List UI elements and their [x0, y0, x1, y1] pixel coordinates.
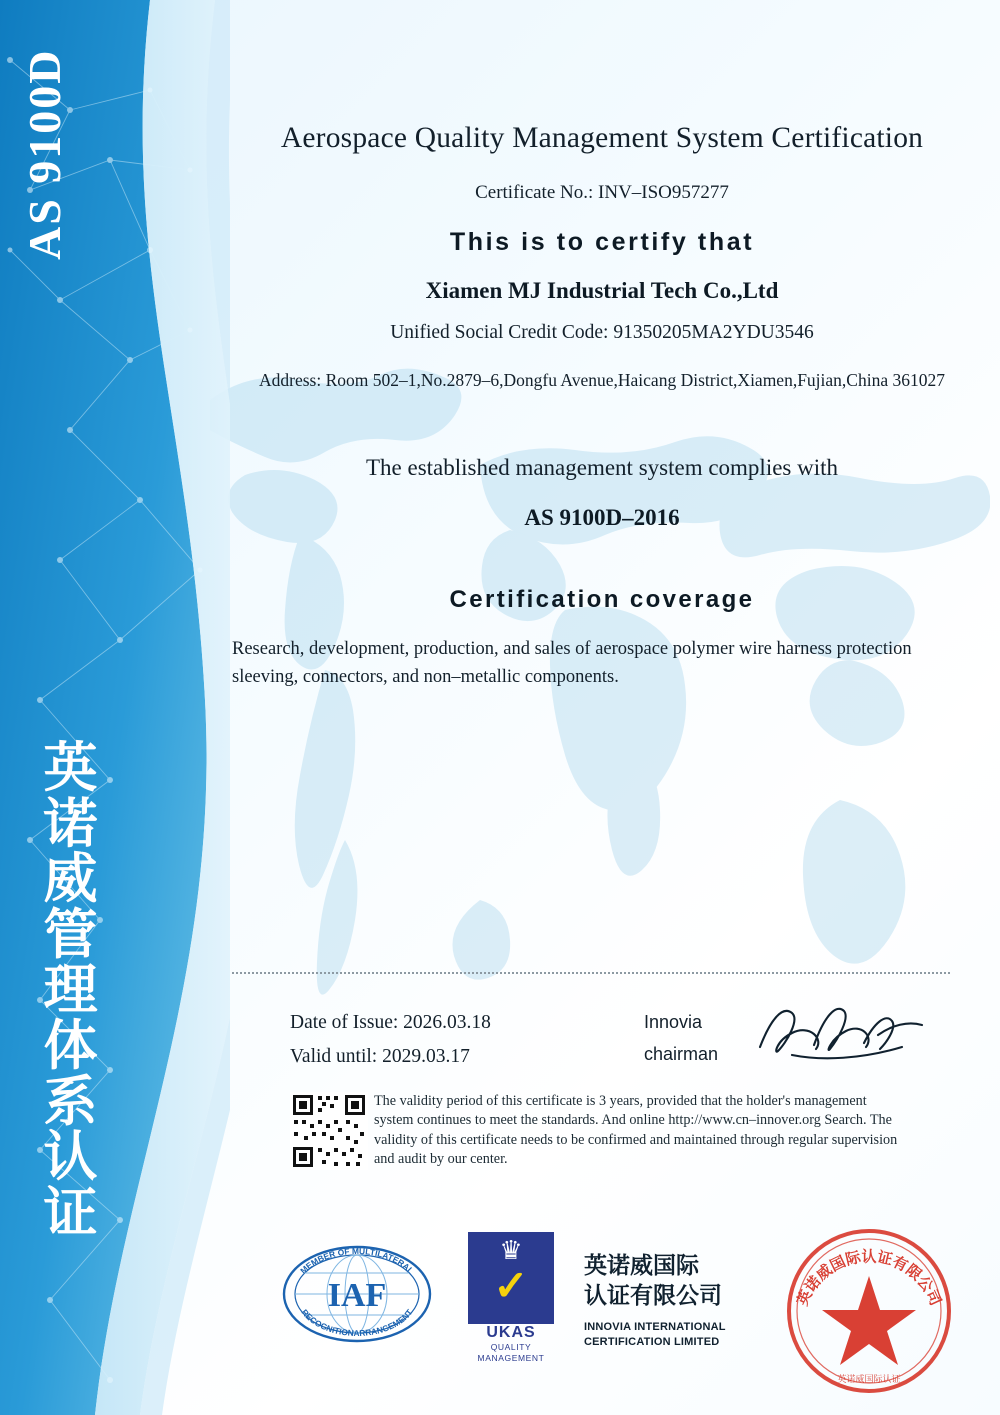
svg-text:英诺威国际认证: 英诺威国际认证 [837, 1375, 901, 1385]
svg-text:MEMBER OF MULTILATERAL: MEMBER OF MULTILATERAL [298, 1245, 416, 1276]
certificate-title: Aerospace Quality Management System Certification [280, 122, 924, 154]
qr-code-icon[interactable] [290, 1092, 368, 1170]
ukas-logo [468, 1232, 554, 1364]
coverage-heading: Certification coverage [449, 586, 755, 613]
valid-until: Valid until: 2029.03.17 [290, 1046, 470, 1067]
coverage-scope-text: Research, development, production, and sales of aerospace polymer wire harness protection sleeving, connectors, and non–metallic components. [232, 639, 912, 687]
company-address: Address: Room 502–1,No.2879–6,Dongfu Avenue,Haicang District,Xiamen,Fujian,China 361027 [259, 370, 945, 390]
complies-statement: The established management system complies with [365, 455, 839, 480]
signature-icon [752, 995, 932, 1067]
certificate-content [232, 0, 1000, 1415]
company-name: Xiamen MJ Industrial Tech Co.,Ltd [425, 278, 779, 303]
ukas-name-label: UKAS [486, 1324, 536, 1341]
logo-row [232, 1228, 1000, 1398]
iaf-logo-icon [282, 1240, 432, 1348]
issuing-org-role: chairman [644, 1044, 719, 1064]
official-seal-icon [782, 1224, 957, 1399]
validity-note: The validity period of this certificate is 3 years, provided that the holder's management system continues to meet the standards. And online http://www.cn–innover.org Search. The validity of this certificate needs to be confirmed and maintained through regular supervision and audit by our center. [374, 1093, 898, 1168]
svg-text:英诺威国际认证有限公司: 英诺威国际认证有限公司 [793, 1247, 945, 1309]
sidebar-chinese-title: 英诺威管理体系认证 [43, 736, 99, 1244]
divider-dotted [232, 972, 950, 974]
ukas-badge [468, 1232, 554, 1324]
sidebar-standard-code [18, 170, 71, 260]
date-of-issue: Date of Issue: 2026.03.18 [290, 1012, 491, 1033]
ukas-sub-label: QUALITY MANAGEMENT [477, 1342, 545, 1364]
unified-social-credit-code: Unified Social Credit Code: 91350205MA2YDU3546 [390, 322, 814, 343]
crown-icon: ♛ [499, 1236, 523, 1265]
standard-name: AS 9100D–2016 [524, 505, 680, 530]
svg-text:RECOGNITIONARRANGEMENT: RECOGNITIONARRANGEMENT [299, 1307, 415, 1339]
certificate-number: Certificate No.: INV–ISO957277 [475, 182, 729, 203]
innovia-english-name: INNOVIA INTERNATIONAL CERTIFICATION LIMITED [584, 1321, 726, 1348]
certify-statement: This is to certify that [449, 228, 755, 256]
innovia-chinese-name: 英诺威国际 认证有限公司 [584, 1253, 722, 1309]
svg-text:IAF: IAF [327, 1277, 387, 1314]
check-icon: ✓ [493, 1264, 529, 1310]
issuing-org-name: Innovia [644, 1012, 703, 1032]
